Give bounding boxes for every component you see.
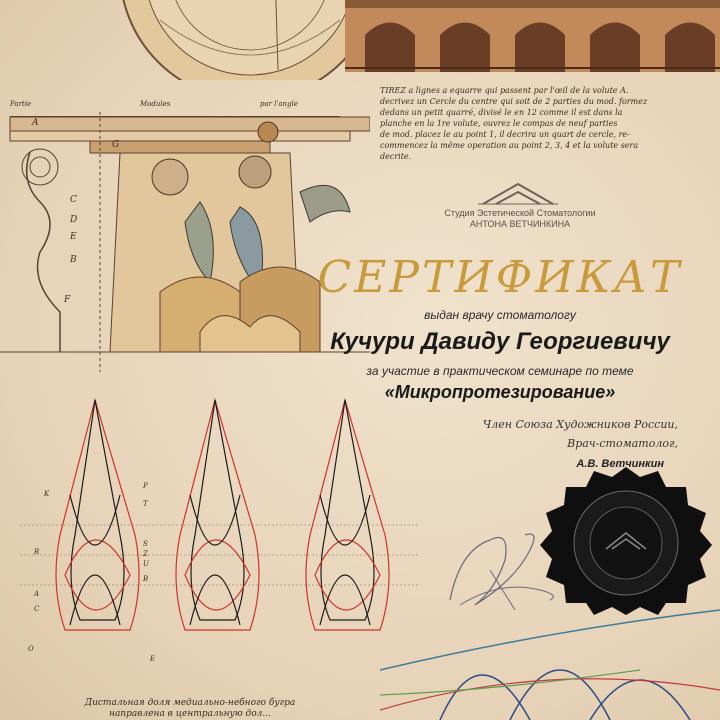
participation-line: за участие в практическом семинаре по теме [366, 364, 634, 378]
studio-line1: Студия Эстетической Стоматологии [444, 208, 596, 218]
diagram-label: S [143, 540, 148, 548]
studio-logo-icon [478, 180, 558, 206]
scale-label: par l'angle [260, 100, 298, 108]
issued-to-line: выдан врачу стоматологу [424, 308, 576, 322]
recipient-name: Кучури Давиду Георгиевичу [330, 328, 670, 355]
french-line: decrite. [380, 152, 412, 161]
scale-label: Partie [10, 100, 32, 108]
engraving-letter: G [112, 140, 120, 150]
studio-line2: АНТОНА ВЕТЧИНКИНА [469, 219, 571, 229]
signer-role-2: Врач-стоматолог, [567, 437, 678, 450]
bottom-note-line1: Дистальная доля медиально-небного бугра [84, 698, 296, 708]
colored-arcs [380, 600, 720, 720]
diagram-label: A [34, 590, 40, 598]
arcade-engraving [345, 0, 720, 72]
signer-block [420, 418, 678, 470]
french-line: decrivez un Cercle du centre qui soit de 2 parties du mod. formez [380, 97, 648, 106]
engraving-letter: B [70, 255, 77, 265]
engraving-letter: E [70, 232, 77, 242]
french-line: TIREZ a lignes a equarre qui passent par l'œil de la volute A. [380, 86, 629, 95]
studio-name [420, 208, 620, 230]
bottom-note-line2: направлена в центральную дол... [109, 709, 271, 719]
french-engraving-text [380, 85, 700, 162]
diagram-label: T [143, 500, 148, 508]
french-line: dedans un petit quarré, divisé le en 12 comme il est dans la [380, 108, 623, 117]
diagram-label: E [150, 655, 156, 663]
signer-role-1: Член Союза Художников России, [482, 418, 678, 431]
french-line: de mod. placez le au point 1, il decrira un quart de cercle, re- [380, 130, 630, 139]
diagram-label: P [143, 482, 148, 490]
diagram-label: R [34, 548, 40, 556]
diagram-label: U [143, 560, 149, 568]
scale-label: Modules [140, 100, 171, 108]
french-line: commencez la même operation au point 2, 3, 4 et la volute sera [380, 141, 639, 150]
engraving-letter: A [32, 118, 39, 128]
engraving-letter: C [70, 195, 77, 205]
french-line: planche en la 1re volute, ouvrez le compas de neuf parties [380, 119, 618, 128]
bottom-note [60, 698, 320, 720]
engraving-letter: D [70, 215, 78, 225]
seminar-topic: «Микропротезирование» [384, 382, 616, 402]
engraving-letter: F [64, 295, 71, 305]
diagram-label: O [28, 645, 34, 653]
signer-name: А.В. Ветчинкин [576, 458, 664, 470]
diagram-label: B [143, 575, 149, 583]
certificate-title: СЕРТИФИКАТ [317, 252, 683, 303]
diagram-label: K [44, 490, 50, 498]
tooth-cusp-diagrams [20, 395, 420, 655]
diagram-label: Z [143, 550, 148, 558]
diagram-label: C [34, 605, 40, 613]
